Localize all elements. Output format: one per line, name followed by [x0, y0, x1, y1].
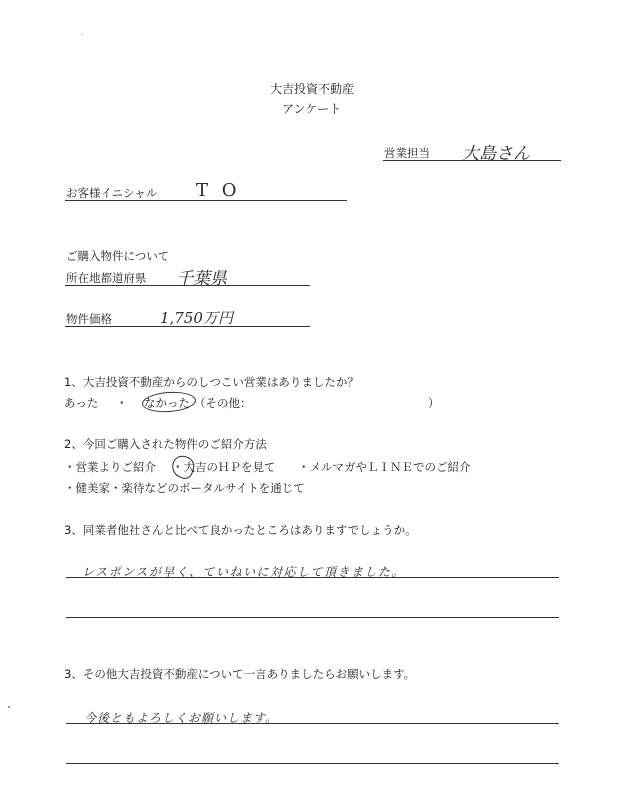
- location-underline: [65, 285, 310, 286]
- q4-answer-line-1: [66, 723, 559, 724]
- q1-option-no: なかった: [144, 396, 190, 410]
- location-value: 千葉県: [176, 269, 227, 289]
- q3-answer-line-2: [66, 617, 559, 618]
- initials-underline: [65, 200, 347, 201]
- company-name: 大吉投資不動産: [270, 82, 355, 96]
- sales-rep-value: 大島さん: [462, 144, 530, 164]
- q1-option-other-close: ）: [428, 396, 440, 410]
- q1-selected-mark: [141, 390, 196, 414]
- price-label: 物件価格: [66, 312, 112, 326]
- sales-rep-label: 営業担当: [384, 146, 430, 160]
- q3-question: 3、同業者他社さんと比べて良かったところはありますでしょうか。: [64, 523, 417, 537]
- q2-selected-mark: [169, 453, 197, 481]
- q1-option-yes: あった: [64, 396, 99, 410]
- q2-option-sales: ・営業よりご紹介: [64, 460, 156, 474]
- q4-answer: 今後ともよろしくお願いします。: [84, 711, 279, 725]
- q3-answer: レスポンスが早く、ていねいに対応して頂きました。: [82, 565, 406, 579]
- location-label: 所在地都道府県: [66, 271, 147, 285]
- property-heading: ご購入物件について: [66, 249, 170, 263]
- q1-question: 1、大吉投資不動産からのしつこい営業はありましたか？: [64, 375, 359, 389]
- q2-option-portal: ・健美家・楽待などのポータルサイトを通じて: [64, 481, 305, 495]
- initials-value: T O: [196, 180, 241, 201]
- price-value: 1,750万円: [160, 309, 233, 327]
- q2-option-mail: ・メルマガやＬＩＮＥでのご紹介: [298, 460, 471, 474]
- q2-question: 2、今回ご購入された物件のご紹介方法: [64, 437, 267, 451]
- q1-option-other: （その他：: [194, 396, 252, 410]
- q2-option-hp: ・大吉のＨＰを見て: [172, 460, 276, 474]
- initials-label: お客様イニシャル: [66, 186, 158, 200]
- q1-separator: ・: [116, 396, 128, 410]
- q4-question: 3、その他大吉投資不動産について一言ありましたらお願いします。: [64, 667, 416, 681]
- form-title: アンケート: [282, 102, 342, 116]
- q4-answer-line-2: [66, 763, 559, 764]
- q3-answer-line-1: [66, 577, 559, 578]
- scan-speck: [82, 34, 83, 35]
- price-underline: [65, 326, 310, 327]
- scan-speck: [8, 706, 10, 708]
- sales-rep-underline: [383, 160, 561, 161]
